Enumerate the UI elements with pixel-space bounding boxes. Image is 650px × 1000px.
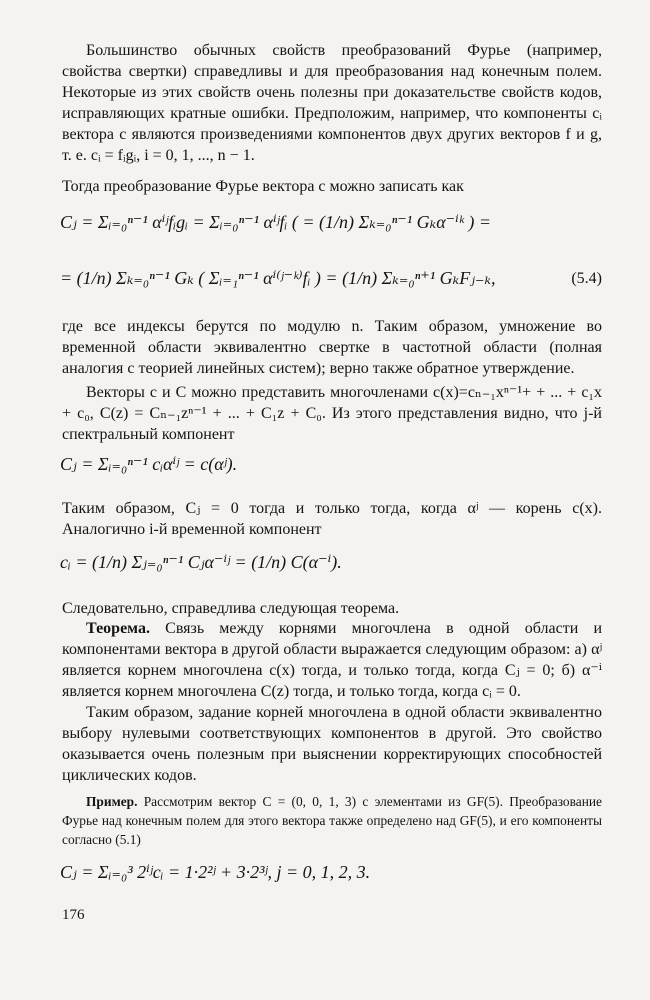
equation-convolution-tail: = (1/n) Σₖ₌₀ⁿ⁻¹ Gₖα⁻ⁱᵏ ) = [302, 212, 491, 232]
equation-convolution-head: Cⱼ = Σᵢ₌₀ⁿ⁻¹ αⁱʲfᵢgᵢ = Σᵢ₌₀ⁿ⁻¹ αⁱʲfᵢ ( [60, 212, 298, 232]
theorem-body: Связь между корнями многочлена в одной области и компонентами вектора в другой области выражается следующим образом: а) αʲ является корнем многочлена c(x) тогда, и только тогда, когда Cⱼ = 0; б) α⁻ⁱ является корнем многочлена C(z) тогда, и только тогда, когда cᵢ = 0. [62, 620, 603, 700]
paragraph-fourier-properties: Большинство обычных свойств преобразований Фурье (например, свойства свертки) справедливы и для преобразования над конечным полем. Некоторые из этих свойств очень полезны при доказательстве свойств кодов, исправляющих кратные ошибки. Предположим, например, что компоненты cᵢ вектора c являются произведениями компонентов двух других векторов f и g, т. е. cᵢ = fᵢgᵢ, i = 0, 1, ..., n − 1. [62, 42, 602, 164]
paragraph-transform-intro: Тогда преобразование Фурье вектора c можно записать как [62, 178, 464, 195]
equation-convolution-line2: = (1/n) Σₖ₌₀ⁿ⁻¹ Gₖ ( Σᵢ₌₁ⁿ⁻¹ αⁱ⁽ʲ⁻ᵏ⁾fᵢ ) = (1/n) Σₖ₌₀ⁿ⁺¹ GₖFⱼ₋ₖ, [60, 268, 496, 288]
theorem-block [62, 618, 602, 702]
theorem-title: Теорема. [86, 620, 150, 637]
equation-convolution-line1 [60, 212, 491, 233]
equation-time-component: cᵢ = (1/n) Σⱼ₌₀ⁿ⁻¹ Cⱼα⁻ⁱʲ = (1/n) C(α⁻ⁱ). [60, 552, 342, 572]
paragraph-modulo-note: где все индексы берутся по модулю n. Таким образом, умножение во временной области эквивалентно свертке в частотной области (полная аналогия с теорией линейных систем); верно также обратное утверждение. [62, 318, 602, 377]
equation-example: Cⱼ = Σᵢ₌₀³ 2ⁱʲcᵢ = 1·2²ʲ + 3·2³ʲ, j = 0, 1, 2, 3. [60, 862, 371, 882]
paragraph-theorem-lead: Следовательно, справедлива следующая теорема. [62, 600, 400, 617]
paragraph-root-condition: Таким образом, Cⱼ = 0 тогда и только тогда, когда αʲ — корень c(x). Аналогично i-й временной компонент [62, 500, 602, 538]
example-title: Пример. [86, 794, 138, 809]
page-number: 176 [62, 907, 85, 923]
paragraph-polynomials: Векторы c и C можно представить многочленами c(x)=cₙ₋₁xⁿ⁻¹+ + ... + c₁x + c₀, C(z) = Cₙ₋₁zⁿ⁻¹ + ... + C₁z + C₀. Из этого представления видно, что j-й спектральный компонент [62, 384, 602, 443]
example-body: Рассмотрим вектор C = (0, 0, 1, 3) с элементами из GF(5). Преобразование Фурье над конечным полем для этого вектора также определено над GF(5), и его компоненты согласно (5.1) [62, 794, 602, 847]
paragraph-roots-conclusion: Таким образом, задание корней многочлена в одной области эквивалентно выбору нулевыми соответствующих компонентов в другой. Это свойство оказывается очень полезным при выяснении корректирующих способностей циклических кодов. [62, 704, 602, 784]
example-block [62, 792, 602, 849]
equation-label: (5.4) [571, 270, 602, 287]
equation-spectral-component: Cⱼ = Σᵢ₌₀ⁿ⁻¹ cᵢαⁱʲ = c(αʲ). [60, 454, 238, 474]
